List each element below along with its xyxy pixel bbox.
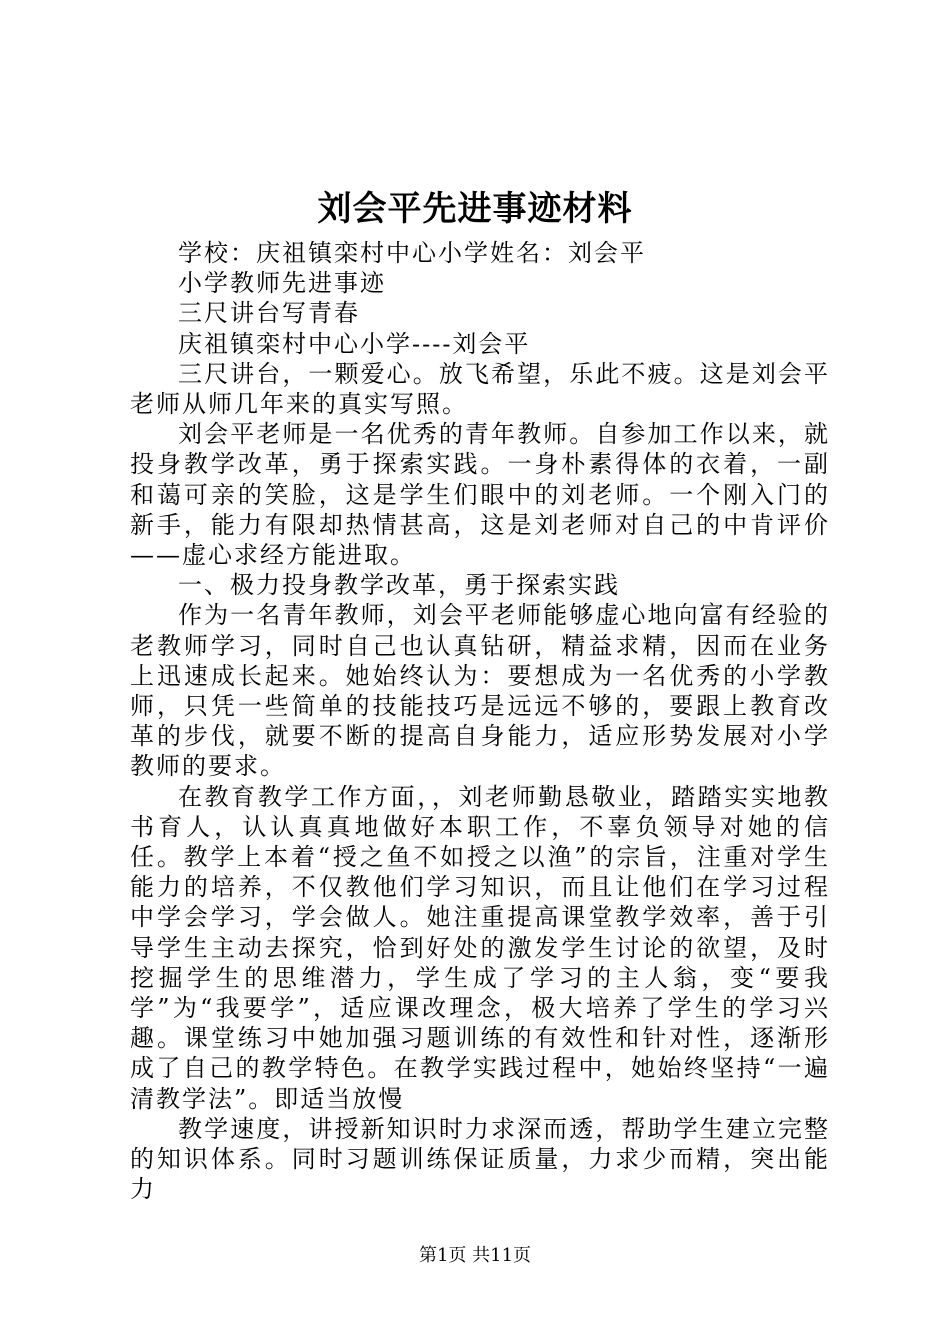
page-footer: 第1页 共11页 xyxy=(418,1245,532,1266)
paragraph-subtitle: 小学教师先进事迹 xyxy=(178,269,386,298)
document-title: 刘会平先进事迹材料 xyxy=(317,189,633,229)
section-heading-1: 一、极力投身教学改革，勇于探索实践 xyxy=(178,571,620,600)
paragraph-growth: 作为一名青年教师，刘会平老师能够虚心地向富有经验的老教师学习，同时自己也认真钻研，精益求精，因而在业务上迅速成长起来。她始终认为：要想成为一名优秀的小学教师，只凭一些简单的技能技巧是远远不够的，要跟上教育改革的步伐，就要不断的提高自身能力，适应形势发展对小学教师的要求。 xyxy=(130,601,830,781)
paragraph-author: 庆祖镇栾村中心小学----刘会平 xyxy=(178,329,531,358)
paragraph-continued: 教学速度，讲授新知识时力求深而透，帮助学生建立完整的知识体系。同时习题训练保证质量，力求少而精，突出能力 xyxy=(130,1114,830,1204)
paragraph-school-name: 学校：庆祖镇栾村中心小学姓名：刘会平 xyxy=(178,239,646,267)
paragraph-teaching: 在教育教学工作方面，，刘老师勤恳敬业，踏踏实实地教书育人，认认真真地做好本职工作，不辜负领导对她的信任。教学上本着“授之鱼不如授之以渔”的宗旨，注重对学生能力的培养，不仅教他们学习知识，而且让他们在学习过程中学会学习，学会做人。她注重提高课堂教学效率，善于引导学生主动去探究，恰到好处的激发学生讨论的欲望，及时挖掘学生的思维潜力，学生成了学习的主人翁，变“要我学”为“我要学”，适应课改理念，极大培养了学生的学习兴趣。课堂练习中她加强习题训练的有效性和针对性，逐渐形成了自己的教学特色。在教学实践过程中，她始终坚持“一遍清教学法”。即适当放慢 xyxy=(130,782,830,1113)
paragraph-intro: 三尺讲台，一颗爱心。放飞希望，乐此不疲。这是刘会平老师从师几年来的真实写照。 xyxy=(130,359,830,419)
document-body xyxy=(130,238,830,1205)
paragraph-theme: 三尺讲台写青春 xyxy=(178,299,360,328)
paragraph-overview: 刘会平老师是一名优秀的青年教师。自参加工作以来，就投身教学改革，勇于探索实践。一身朴素得体的衣着，一副和蔼可亲的笑脸，这是学生们眼中的刘老师。一个刚入门的新手，能力有限却热情甚高，这是刘老师对自己的中肯评价——虚心求经方能进取。 xyxy=(130,420,830,570)
